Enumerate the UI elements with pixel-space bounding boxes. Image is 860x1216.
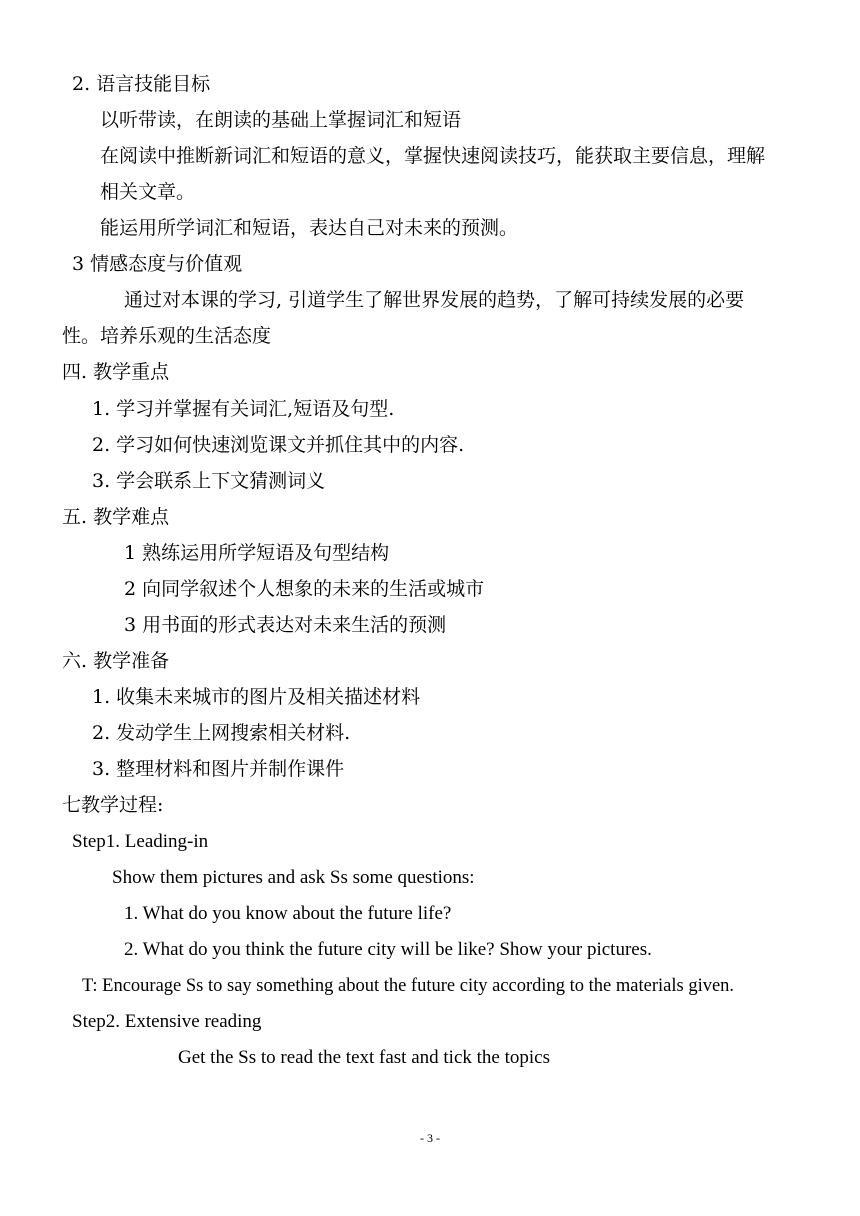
list-item: 2. 发动学生上网搜索相关材料. bbox=[92, 722, 351, 744]
text-line: Get the Ss to read the text fast and tick the topics bbox=[178, 1047, 550, 1068]
section-heading-difficulties: 五. 教学难点 bbox=[62, 506, 170, 528]
list-item: 2. 学习如何快速浏览课文并抓住其中的内容. bbox=[92, 434, 465, 456]
text-line: 通过对本课的学习, 引道学生了解世界发展的趋势，了解可持续发展的必要 bbox=[124, 289, 745, 311]
text-line: 性。培养乐观的生活态度 bbox=[62, 325, 272, 347]
question-item: 2. What do you think the future city will be like? Show your pictures. bbox=[124, 939, 652, 960]
heading-emotion-values: 3 情感态度与价值观 bbox=[72, 253, 243, 275]
section-heading-preparation: 六. 教学准备 bbox=[62, 650, 170, 672]
heading-language-skills: 2. 语言技能目标 bbox=[72, 73, 211, 95]
text-line: T: Encourage Ss to say something about the future city according to the materials given. bbox=[82, 976, 735, 996]
text-line: 能运用所学词汇和短语，表达自己对未来的预测。 bbox=[100, 217, 519, 239]
text-line: 相关文章。 bbox=[100, 181, 196, 203]
list-item: 1. 学习并掌握有关词汇,短语及句型. bbox=[92, 398, 395, 420]
page-number: - 3 - bbox=[420, 1131, 440, 1145]
list-item: 1. 收集未来城市的图片及相关描述材料 bbox=[92, 686, 421, 708]
question-item: 1. What do you know about the future life? bbox=[124, 903, 452, 924]
step-heading: Step2. Extensive reading bbox=[72, 1011, 262, 1032]
list-item: 3. 学会联系上下文猜测词义 bbox=[92, 470, 326, 492]
list-item: 3 用书面的形式表达对未来生活的预测 bbox=[124, 614, 447, 636]
list-item: 3. 整理材料和图片并制作课件 bbox=[92, 758, 345, 780]
list-item: 2 向同学叙述个人想象的未来的生活或城市 bbox=[124, 578, 485, 600]
text-line: 以听带读，在朗读的基础上掌握词汇和短语 bbox=[100, 109, 462, 131]
list-item: 1 熟练运用所学短语及句型结构 bbox=[124, 542, 390, 564]
step-heading: Step1. Leading-in bbox=[72, 831, 209, 852]
section-heading-key-points: 四. 教学重点 bbox=[62, 361, 170, 383]
section-heading-teaching-process: 七教学过程: bbox=[62, 794, 164, 816]
text-line: Show them pictures and ask Ss some questions: bbox=[112, 867, 475, 888]
text-line: 在阅读中推断新词汇和短语的意义，掌握快速阅读技巧，能获取主要信息，理解 bbox=[100, 145, 766, 167]
